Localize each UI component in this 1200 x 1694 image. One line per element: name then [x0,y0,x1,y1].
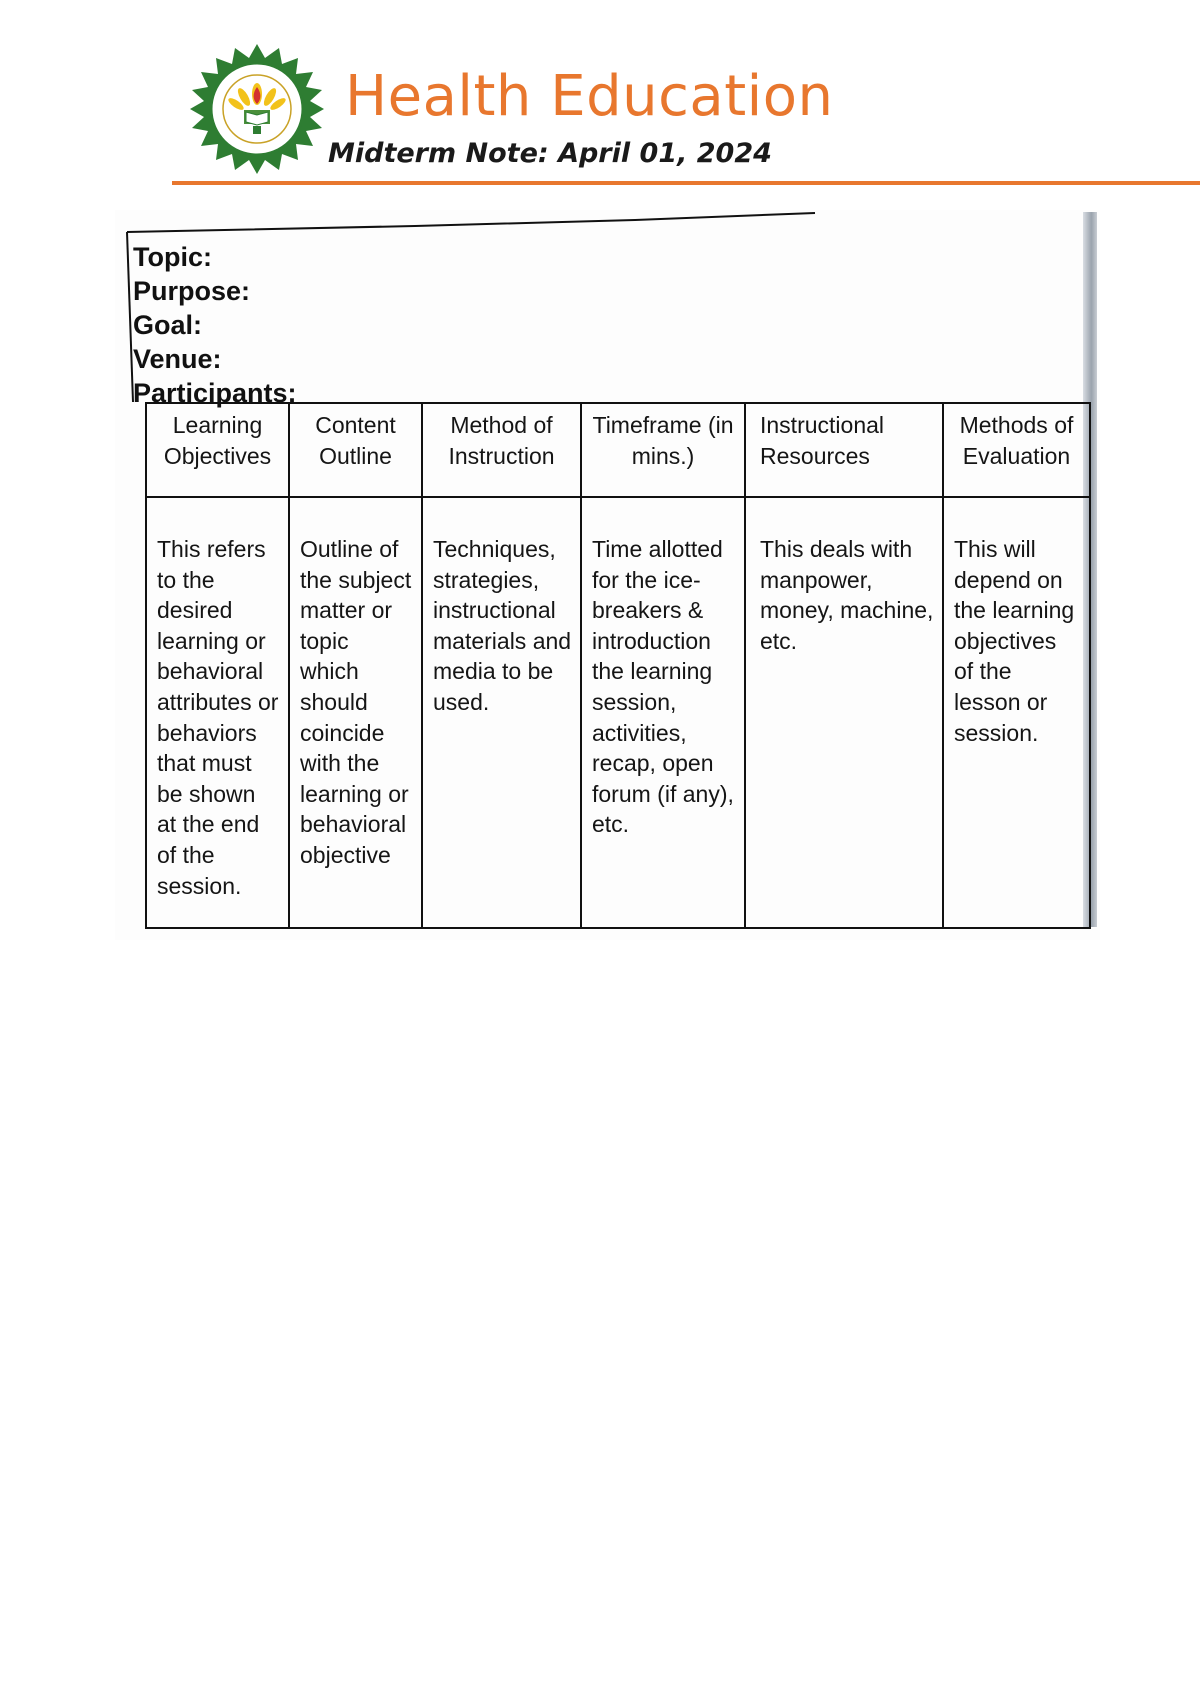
column-header-method-of-instruction: Method of Instruction [423,404,582,498]
column-header-learning-objectives: Learning Objectives [147,404,290,498]
scanned-form [115,210,1100,940]
cell-method-of-instruction: Techniques, strategies, instructional materials and media to be used. [423,498,582,927]
field-topic: Topic: [133,242,212,272]
form-top-border [115,210,1100,240]
cell-learning-objectives: This refers to the desired learning or behavioral attributes or behaviors that must be shown at the end of the session. [147,498,290,927]
page-subtitle: Midterm Note: April 01, 2024 [328,138,772,169]
form-info-fields [133,240,297,410]
field-goal: Goal: [133,310,203,340]
header-divider [172,181,1200,185]
university-seal-icon [186,42,328,184]
field-participants: Participants: [133,378,297,408]
page-title: Health Education [345,64,834,129]
lesson-plan-table [145,402,1091,929]
column-header-timeframe: Timeframe (in mins.) [582,404,746,498]
cell-methods-of-evaluation: This will depend on the learning objectives of the lesson or session. [954,536,1075,746]
cell-timeframe: Time allotted for the ice-breakers & introduction the learning session, activities, recap, open forum (if any), etc. [582,498,746,927]
field-purpose: Purpose: [133,276,251,306]
cell-instructional-resources: This deals with manpower, money, machine, etc. [746,498,944,927]
cell-content-outline: Outline of the subject matter or topic which should coincide with the learning or behavioral objective [290,498,423,927]
field-venue: Venue: [133,344,222,374]
column-header-methods-of-evaluation: Methods of Evaluation [944,404,1089,498]
column-header-content-outline: Content Outline [290,404,423,498]
column-header-instructional-resources: Instructional Resources [746,404,944,498]
page-header [170,38,1200,188]
